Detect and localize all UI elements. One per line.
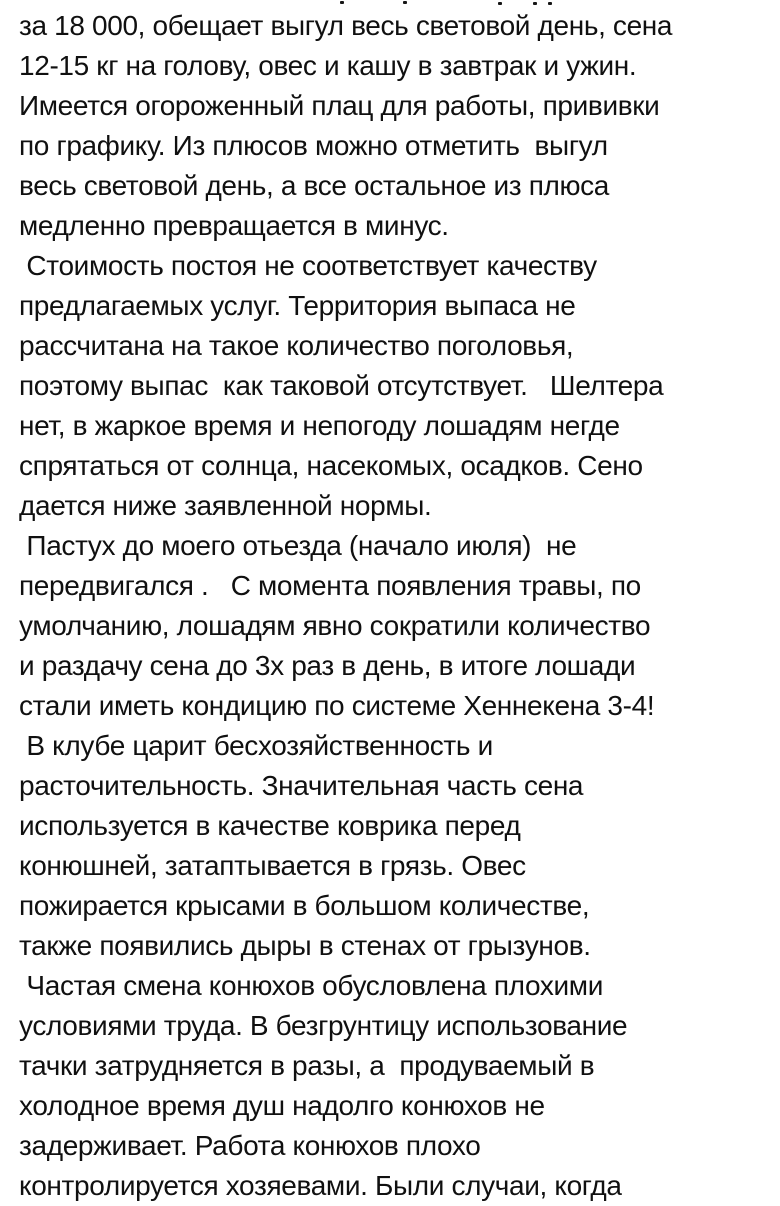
text-line: Стоимость постоя не соответствует качеству xyxy=(19,250,597,281)
text-line: поэтому выпас как таковой отсутствует. Шелтера xyxy=(19,370,664,401)
text-line: передвигался . С момента появления травы, по xyxy=(19,570,641,601)
text-line: весь световой день, а все остальное из плюса xyxy=(19,170,610,201)
text-line: Частая смена конюхов обусловлена плохими xyxy=(19,970,603,1001)
text-line: дается ниже заявленной нормы. xyxy=(19,490,432,521)
text-line: Имеется огороженный плац для работы, прививки xyxy=(19,90,660,121)
text-line: по графику. Из плюсов можно отметить выгул xyxy=(19,130,608,161)
letter-fragment xyxy=(498,2,502,5)
text-line: холодное время душ надолго конюхов не xyxy=(19,1090,545,1121)
text-line: задерживает. Работа конюхов плохо xyxy=(19,1130,481,1161)
text-line: Пастух до моего отьезда (начало июля) не xyxy=(19,530,577,561)
letter-fragment xyxy=(548,2,552,5)
text-line: умолчанию, лошадям явно сократили количество xyxy=(19,610,651,641)
text-line: 12-15 кг на голову, овес и кашу в завтрак и ужин. xyxy=(19,50,637,81)
letter-fragment xyxy=(340,1,344,4)
text-line: расточительность. Значительная часть сена xyxy=(19,770,584,801)
text-line: спрятаться от солнца, насекомых, осадков. Сено xyxy=(19,450,643,481)
letter-fragment xyxy=(403,1,407,4)
text-line: тачки затрудняется в разы, а продуваемый в xyxy=(19,1050,595,1081)
text-line: В клубе царит бесхозяйственность и xyxy=(19,730,493,761)
text-line: конюшней, затаптывается в грязь. Овес xyxy=(19,850,526,881)
text-line: за 18 000, обещает выгул весь световой день, сена xyxy=(19,10,673,41)
text-line: контролируется хозяевами. Были случаи, когда xyxy=(19,1170,622,1201)
text-line: и раздачу сена до 3х раз в день, в итоге лошади xyxy=(19,650,636,681)
text-line: используется в качестве коврика перед xyxy=(19,810,521,841)
text-line: также появились дыры в стенах от грызунов. xyxy=(19,930,591,961)
text-line: рассчитана на такое количество поголовья, xyxy=(19,330,574,361)
text-line: медленно превращается в минус. xyxy=(19,210,449,241)
text-line: условиями труда. В безгрунтицу использование xyxy=(19,1010,628,1041)
letter-fragment xyxy=(533,2,537,5)
text-line: нет, в жаркое время и непогоду лошадям негде xyxy=(19,410,620,441)
review-text xyxy=(19,6,774,1206)
text-line: предлагаемых услуг. Территория выпаса не xyxy=(19,290,576,321)
text-line: пожирается крысами в большом количестве, xyxy=(19,890,590,921)
text-line: стали иметь кондицию по системе Хеннекена 3-4! xyxy=(19,690,655,721)
